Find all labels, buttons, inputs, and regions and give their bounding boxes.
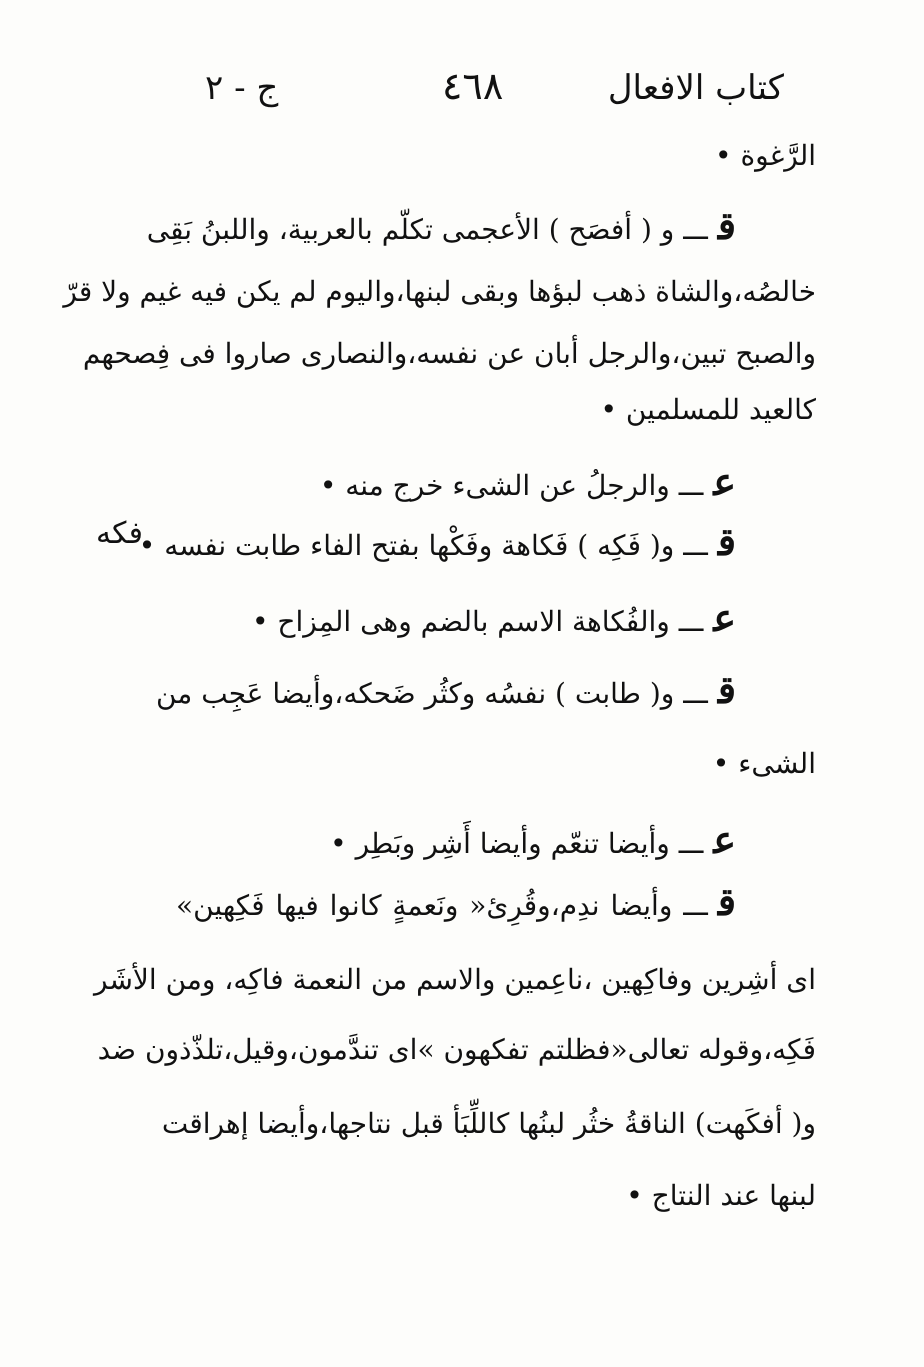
- text-line-10: الشىء •: [712, 747, 816, 780]
- text-line-16: لبنها عند النتاج •: [626, 1179, 816, 1212]
- entry-marker: ق: [717, 203, 736, 248]
- entry-line-11: [330, 817, 736, 864]
- text-line-14: فَكِه،وقوله تعالى«فظلتم تفكهون »اى تندَّمون،وقيل،تلذّذون ضد: [97, 1033, 816, 1066]
- entry-text: ـــ و ( أفصَح ) الأعجمى تكلّم بالعربية، واللبنُ بَقِى: [146, 213, 708, 246]
- entry-line-7: [138, 519, 736, 566]
- text-line-5: كالعيد للمسلمين •: [600, 393, 816, 426]
- text-line-1: الرَّغوة •: [715, 139, 816, 172]
- text-line-3: خالصُه،والشاة ذهب لبؤها وبقى لبنها،واليوم لم يكن فيه غيم ولا قرّ: [63, 275, 816, 308]
- volume-label: ج - ٢: [205, 68, 279, 108]
- entry-marker: ع: [713, 595, 736, 640]
- entry-line-12: [176, 879, 736, 926]
- entry-text: ـــ وأيضا تنعّم وأيضا أَشِر وبَطِر •: [330, 827, 704, 860]
- entry-text: ـــ وأيضا ندِم،وقُرِئ« ونَعمةٍ كانوا فيها فَكِهين»: [176, 889, 708, 922]
- entry-text: ـــ والرجلُ عن الشىء خرج منه •: [319, 469, 704, 502]
- entry-marker: ع: [713, 817, 736, 862]
- book-title: كتاب الافعال: [607, 68, 784, 108]
- entry-marker: ع: [713, 459, 736, 504]
- text-line-4: والصبح تبين،والرجل أبان عن نفسه،والنصارى صاروا فى فِصحهم: [82, 337, 816, 370]
- margin-keyword: فكه: [96, 516, 143, 551]
- entry-marker: ق: [717, 519, 736, 564]
- entry-text: ـــ والفُكاهة الاسم بالضم وهى المِزاح •: [251, 605, 704, 638]
- entry-text: ـــ و( فَكِه ) فَكاهة وفَكْها بفتح الفاء طابت نفسه •: [138, 529, 708, 562]
- page-number: ٤٦٨: [442, 64, 504, 108]
- entry-marker: ق: [717, 879, 736, 924]
- entry-line-9: [155, 667, 736, 714]
- entry-marker: ق: [717, 667, 736, 712]
- text-line-15: و( أفكَهت) الناقةُ خثُر لبنُها كاللِّبَأ قبل نتاجها،وأيضا إهراقت: [161, 1107, 816, 1140]
- entry-line-6: [319, 459, 736, 506]
- text-line-13: اى أشِرين وفاكِهين ،ناعِمين والاسم من النعمة فاكِه، ومن الأشَر: [94, 963, 816, 996]
- entry-line-8: [251, 595, 736, 642]
- entry-line-2: [146, 203, 736, 250]
- entry-text: ـــ و( طابت ) نفسُه وكثُر ضَحكه،وأيضا عَجِب من: [155, 677, 708, 710]
